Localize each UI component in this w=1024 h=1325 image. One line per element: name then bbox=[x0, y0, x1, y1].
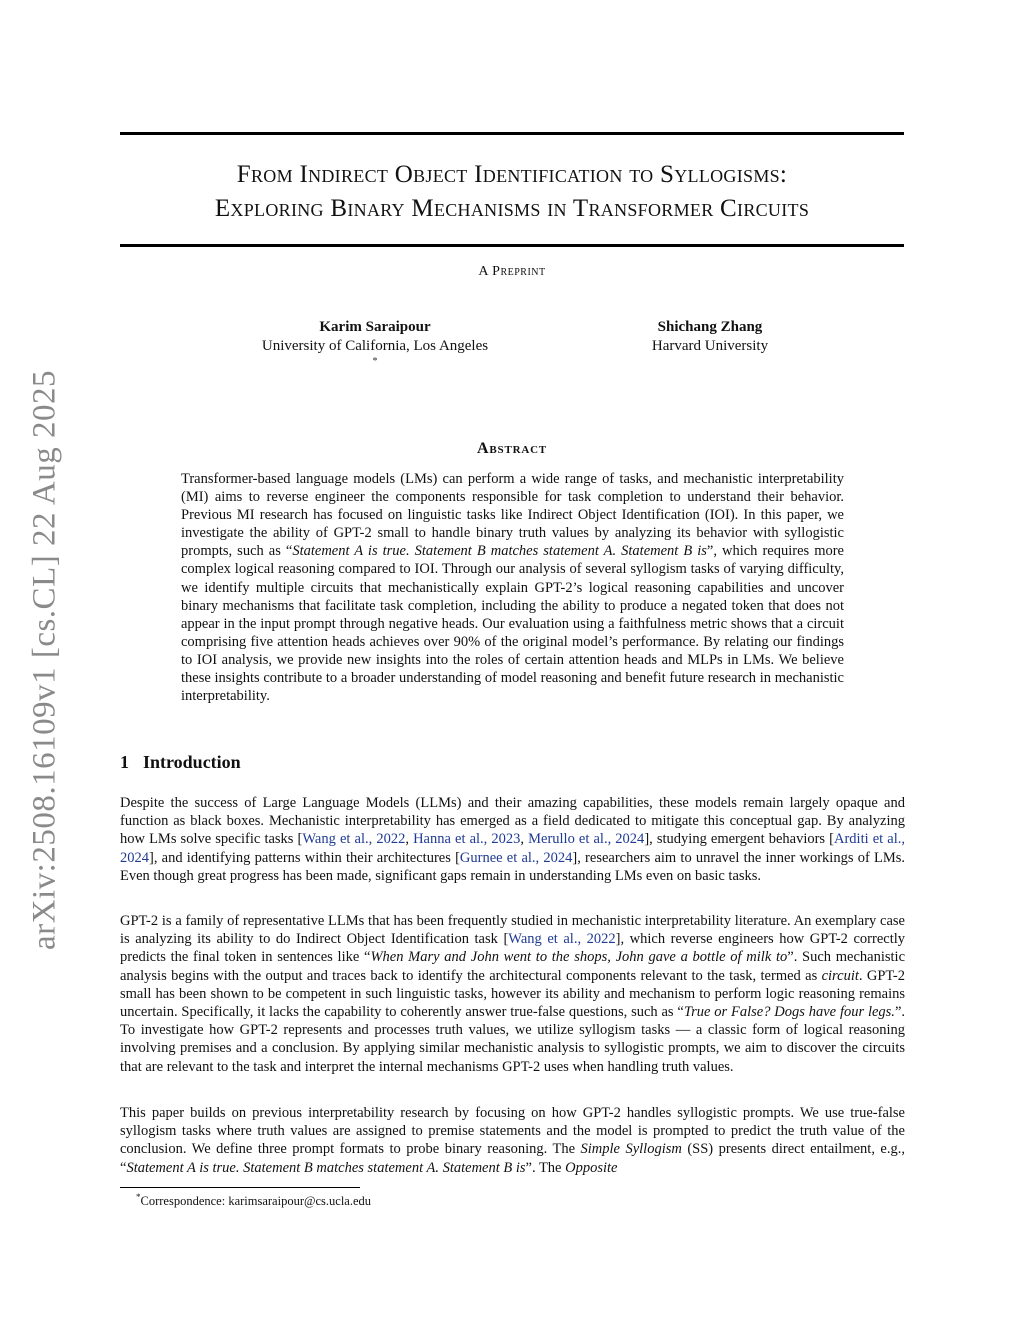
footnote bbox=[136, 1192, 371, 1209]
paragraph-text: Despite the success of Large Language Models (LLMs) and their amazing capabilities, these models remain largely opaque and function as black boxes. Mechanistic interpretability has emerged as a field dedicated to mitigate this conceptual gap. By analyzing how LMs solve specific tasks [ bbox=[120, 795, 905, 848]
citation-link[interactable]: Gurnee et al., 2024 bbox=[459, 849, 573, 866]
example-prompt: Statement A is true. Statement B matches statement A. Statement B is bbox=[126, 1159, 526, 1176]
term-opposite: Opposite bbox=[565, 1159, 618, 1176]
citation-link[interactable]: Merullo et al., 2024 bbox=[528, 831, 645, 848]
paragraph-text: GPT-2 is a family of representative LLMs that has been frequently studied in mechanistic interpretability literature. An exemplary case is analyzing its ability to do Indirect Object Identification task [ bbox=[120, 913, 905, 948]
paragraph-text: ], and identifying patterns within their architectures [ bbox=[149, 849, 460, 866]
section-heading-introduction bbox=[120, 752, 241, 773]
abstract-example-prompt: Statement A is true. Statement B matches statement A. Statement B is bbox=[292, 543, 707, 560]
author-affiliation: University of California, Los Angeles bbox=[261, 338, 489, 354]
term-circuit: circuit bbox=[821, 967, 859, 984]
term-simple-syllogism: Simple Syllogism bbox=[580, 1141, 682, 1158]
section-title: Introduction bbox=[143, 752, 241, 772]
paragraph-text: ], researchers aim to unravel the inner workings of LMs. Even though great progress has been made, significant gaps remain in understanding LMs even on basic tasks. bbox=[120, 849, 905, 884]
paragraph-text: ], studying emergent behaviors [ bbox=[644, 831, 834, 848]
arxiv-identifier: arXiv:2508.16109v1 [cs.CL] 22 Aug 2025 bbox=[26, 370, 63, 950]
title-top-rule bbox=[120, 132, 904, 135]
abstract-text: Transformer-based language models (LMs) can perform a wide range of tasks, and mechanistic interpretability (MI) aims to reverse engineer the components responsible for task completion to understand their behavior. Previous MI research has focused on linguistic tasks like Indirect Object Identification (IOI). In this paper, we investigate the ability of GPT-2 small to handle binary truth values by analyzing its behavior with syllogistic prompts, such as “ bbox=[181, 471, 844, 560]
citation-separator: , bbox=[520, 831, 529, 848]
footnote-rule bbox=[120, 1187, 360, 1188]
paragraph-text: ], which reverse engineers how GPT-2 correctly predicts the final token in sentences like “ bbox=[120, 931, 906, 966]
footnote-mark: * bbox=[136, 1192, 141, 1202]
author-block-2 bbox=[600, 318, 820, 356]
example-question: True or False? Dogs have four legs. bbox=[683, 1004, 895, 1021]
paragraph-text: This paper builds on previous interpretability research by focusing on how GPT-2 handles syllogistic prompts. We use true-false syllogism tasks where truth values are assigned to premise statements and the model is prompted to predict the truth value of the conclusion. We define three prompt formats to probe binary reasoning. The bbox=[120, 1105, 905, 1158]
section-number: 1 bbox=[120, 752, 129, 772]
citation-separator: , bbox=[405, 831, 414, 848]
abstract-heading: Abstract bbox=[477, 440, 547, 457]
footnote-text: Correspondence: karimsaraipour@cs.ucla.edu bbox=[140, 1194, 372, 1209]
author-block-1 bbox=[230, 318, 520, 368]
citation-link[interactable]: Wang et al., 2022 bbox=[508, 931, 616, 948]
title-line-1: From Indirect Object Identification to Syllogisms: bbox=[236, 161, 788, 188]
intro-paragraph-2 bbox=[120, 912, 905, 1076]
title-bottom-rule bbox=[120, 244, 904, 247]
intro-paragraph-1 bbox=[120, 794, 905, 885]
author-affiliation: Harvard University bbox=[651, 338, 769, 354]
intro-paragraph-3 bbox=[120, 1104, 905, 1177]
paragraph-text: . GPT-2 small has been shown to be competent in such linguistic tasks, however its ability and mechanism to perform logic reasoning remains uncertain. Specifically, it lacks the capability to coherently answer true-false questions, such as “ bbox=[120, 967, 906, 1021]
paragraph-text: ”. Such mechanistic analysis begins with the output and traces back to identify the architectural components relevant to the task, termed as bbox=[120, 949, 906, 984]
example-sentence: When Mary and John went to the shops, John gave a bottle of milk to bbox=[370, 949, 788, 966]
citation-link[interactable]: Hanna et al., 2023 bbox=[413, 831, 521, 848]
author-name: Shichang Zhang bbox=[657, 319, 763, 335]
author-footnote-mark: * bbox=[372, 356, 378, 367]
paragraph-text: ”. The bbox=[525, 1159, 566, 1176]
preprint-label: A Preprint bbox=[478, 264, 546, 279]
paragraph-text: ”. To investigate how GPT-2 represents and processes truth values, we utilize syllogism tasks — a classic form of logical reasoning involving premises and a conclusion. By applying similar mechanistic analysis to syllogistic prompts, we aim to discover the circuits that are relevant to the task and interpret the internal mechanisms GPT-2 uses when handling truth values. bbox=[120, 1004, 905, 1075]
abstract-body bbox=[181, 470, 844, 705]
citation-link[interactable]: Wang et al., 2022 bbox=[302, 831, 406, 848]
citation-link[interactable]: Arditi et al., 2024 bbox=[120, 831, 906, 866]
abstract-text: ”, which requires more complex logical reasoning compared to IOI. Through our analysis of several syllogism tasks of varying difficulty, we identify multiple circuits that mechanistically explain GPT-2’s logical reasoning capabilities and uncover binary mechanisms that facilitate task completion, including the ability to produce a negated token that does not appear in the input prompt through negative heads. Our evaluation using a faithfulness metric shows that a circuit comprising five attention heads achieves over 90% of the original model’s performance. By relating our findings to IOI analysis, we provide new insights into the roles of certain attention heads and MLPs in LMs. We believe these insights contribute to a broader understanding of model reasoning and benefit future research in mechanistic interpretability. bbox=[181, 543, 844, 705]
paper-title bbox=[120, 158, 904, 226]
title-line-2: Exploring Binary Mechanisms in Transformer Circuits bbox=[214, 195, 810, 222]
paragraph-text: (SS) presents direct entailment, e.g., “ bbox=[120, 1141, 905, 1176]
author-name: Karim Saraipour bbox=[319, 319, 431, 335]
